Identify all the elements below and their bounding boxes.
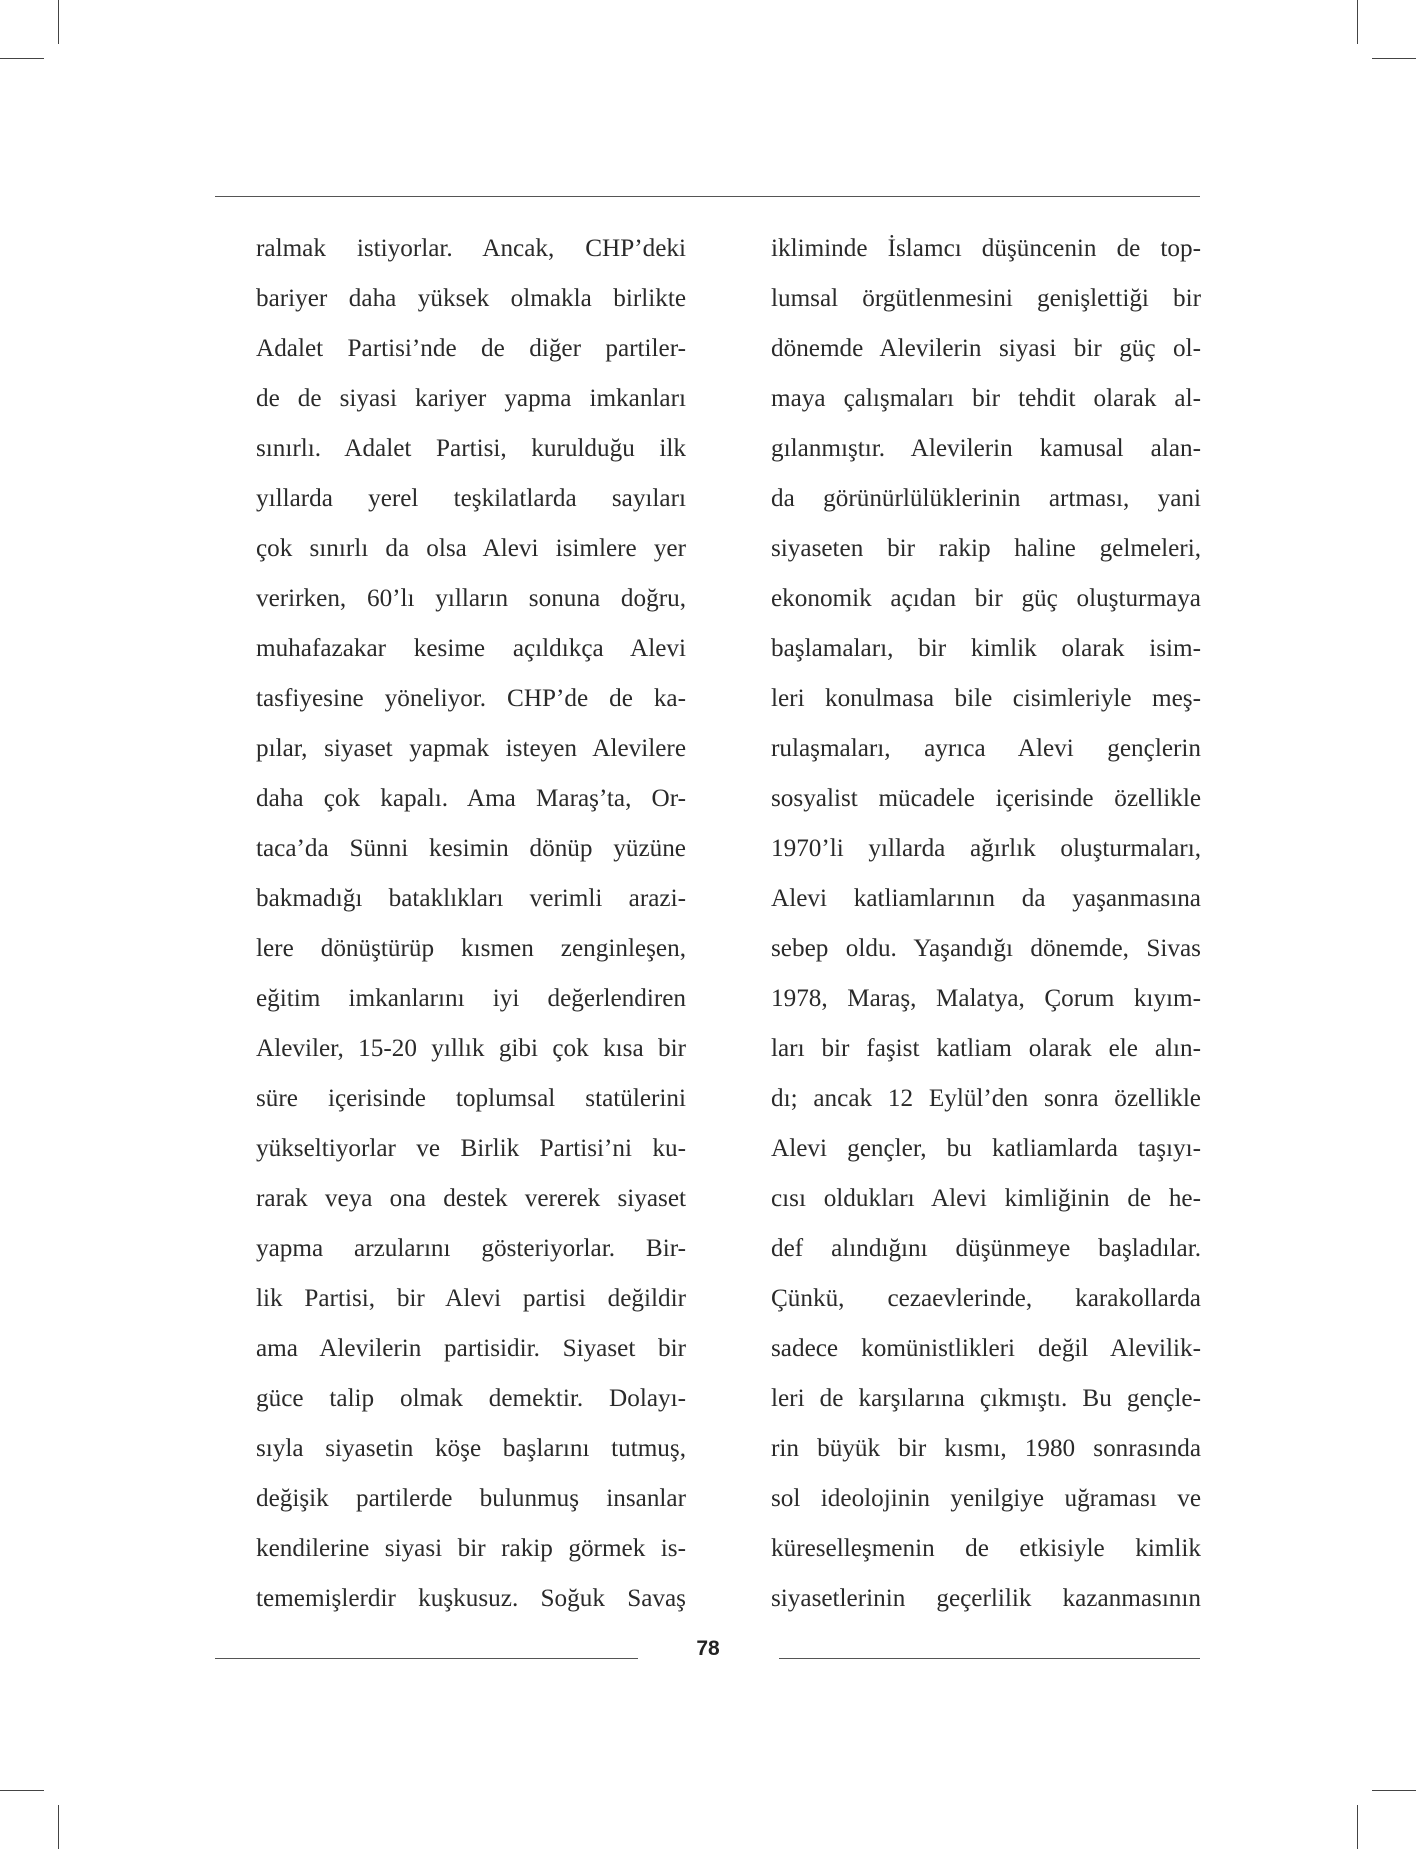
text-line: ama Alevilerin partisidir. Siyaset bir [256, 1335, 686, 1362]
text-line: süre içerisinde toplumsal statülerini [256, 1085, 686, 1112]
text-line: verirken, 60’lı yılların sonuna doğru, [256, 585, 686, 612]
text-line: 1970’li yıllarda ağırlık oluşturmaları, [771, 835, 1201, 862]
text-line: leri de karşılarına çıkmıştı. Bu gençle- [771, 1385, 1201, 1412]
crop-mark [0, 58, 44, 59]
text-line: küreselleşmenin de etkisiyle kimlik [771, 1535, 1201, 1562]
text-line: daha çok kapalı. Ama Maraş’ta, Or- [256, 785, 686, 812]
text-line: bariyer daha yüksek olmakla birlikte [256, 285, 686, 312]
text-line: dönemde Alevilerin siyasi bir güç ol- [771, 335, 1201, 362]
text-line: çok sınırlı da olsa Alevi isimlere yer [256, 535, 686, 562]
footer-rule-right [779, 1658, 1200, 1659]
text-line: rarak veya ona destek vererek siyaset [256, 1185, 686, 1212]
text-line: maya çalışmaları bir tehdit olarak al- [771, 385, 1201, 412]
text-line: sıyla siyasetin köşe başlarını tutmuş, [256, 1435, 686, 1462]
text-line: muhafazakar kesime açıldıkça Alevi [256, 635, 686, 662]
text-line: rulaşmaları, ayrıca Alevi gençlerin [771, 735, 1201, 762]
text-line: başlamaları, bir kimlik olarak isim- [771, 635, 1201, 662]
text-line: yükseltiyorlar ve Birlik Partisi’ni ku- [256, 1135, 686, 1162]
text-line: değişik partilerde bulunmuş insanlar [256, 1485, 686, 1512]
text-line: tememişlerdir kuşkusuz. Soğuk Savaş [256, 1585, 686, 1612]
crop-mark [1357, 1805, 1358, 1849]
text-line: güce talip olmak demektir. Dolayı- [256, 1385, 686, 1412]
text-line: sosyalist mücadele içerisinde özellikle [771, 785, 1201, 812]
text-line: taca’da Sünni kesimin dönüp yüzüne [256, 835, 686, 862]
text-line: dı; ancak 12 Eylül’den sonra özellikle [771, 1085, 1201, 1112]
text-line: 1978, Maraş, Malatya, Çorum kıyım- [771, 985, 1201, 1012]
text-line: sebep oldu. Yaşandığı dönemde, Sivas [771, 935, 1201, 962]
text-line: lumsal örgütlenmesini genişlettiği bir [771, 285, 1201, 312]
text-line: leri konulmasa bile cisimleriyle meş- [771, 685, 1201, 712]
text-line: lere dönüştürüp kısmen zenginleşen, [256, 935, 686, 962]
text-line: ları bir faşist katliam olarak ele alın- [771, 1035, 1201, 1062]
text-line: da görünürlülüklerinin artması, yani [771, 485, 1201, 512]
text-line: yapma arzularını gösteriyorlar. Bir- [256, 1235, 686, 1262]
text-line: Aleviler, 15-20 yıllık gibi çok kısa bir [256, 1035, 686, 1062]
text-line: cısı oldukları Alevi kimliğinin de he- [771, 1185, 1201, 1212]
footer-rule-left [215, 1658, 638, 1659]
text-line: Alevi katliamlarının da yaşanmasına [771, 885, 1201, 912]
text-line: rin büyük bir kısmı, 1980 sonrasında [771, 1435, 1201, 1462]
text-line: de de siyasi kariyer yapma imkanları [256, 385, 686, 412]
crop-mark [0, 1790, 44, 1791]
crop-mark [1372, 58, 1416, 59]
text-line: kendilerine siyasi bir rakip görmek is- [256, 1535, 686, 1562]
text-line: gılanmıştır. Alevilerin kamusal alan- [771, 435, 1201, 462]
text-line: sol ideolojinin yenilgiye uğraması ve [771, 1485, 1201, 1512]
text-line: def alındığını düşünmeye başladılar. [771, 1235, 1201, 1262]
text-line: ekonomik açıdan bir güç oluşturmaya [771, 585, 1201, 612]
crop-mark [1357, 0, 1358, 44]
crop-mark [1372, 1790, 1416, 1791]
page-number: 78 [696, 1637, 720, 1660]
right-text-column [771, 224, 1201, 1624]
text-line: Çünkü, cezaevlerinde, karakollarda [771, 1285, 1201, 1312]
crop-mark [58, 0, 59, 44]
text-line: sadece komünistlikleri değil Alevilik- [771, 1335, 1201, 1362]
text-line: yıllarda yerel teşkilatlarda sayıları [256, 485, 686, 512]
text-line: Adalet Partisi’nde de diğer partiler- [256, 335, 686, 362]
text-line: tasfiyesine yöneliyor. CHP’de de ka- [256, 685, 686, 712]
text-line: eğitim imkanlarını iyi değerlendiren [256, 985, 686, 1012]
text-line: Alevi gençler, bu katliamlarda taşıyı- [771, 1135, 1201, 1162]
text-line: siyaseten bir rakip haline gelmeleri, [771, 535, 1201, 562]
text-line: ikliminde İslamcı düşüncenin de top- [771, 235, 1201, 262]
text-line: ralmak istiyorlar. Ancak, CHP’deki [256, 235, 686, 262]
header-rule [215, 196, 1200, 197]
crop-mark [58, 1805, 59, 1849]
left-text-column [256, 224, 686, 1624]
text-line: lik Partisi, bir Alevi partisi değildir [256, 1285, 686, 1312]
text-line: sınırlı. Adalet Partisi, kurulduğu ilk [256, 435, 686, 462]
text-line: siyasetlerinin geçerlilik kazanmasının [771, 1585, 1201, 1612]
text-line: bakmadığı bataklıkları verimli arazi- [256, 885, 686, 912]
text-line: pılar, siyaset yapmak isteyen Alevilere [256, 735, 686, 762]
